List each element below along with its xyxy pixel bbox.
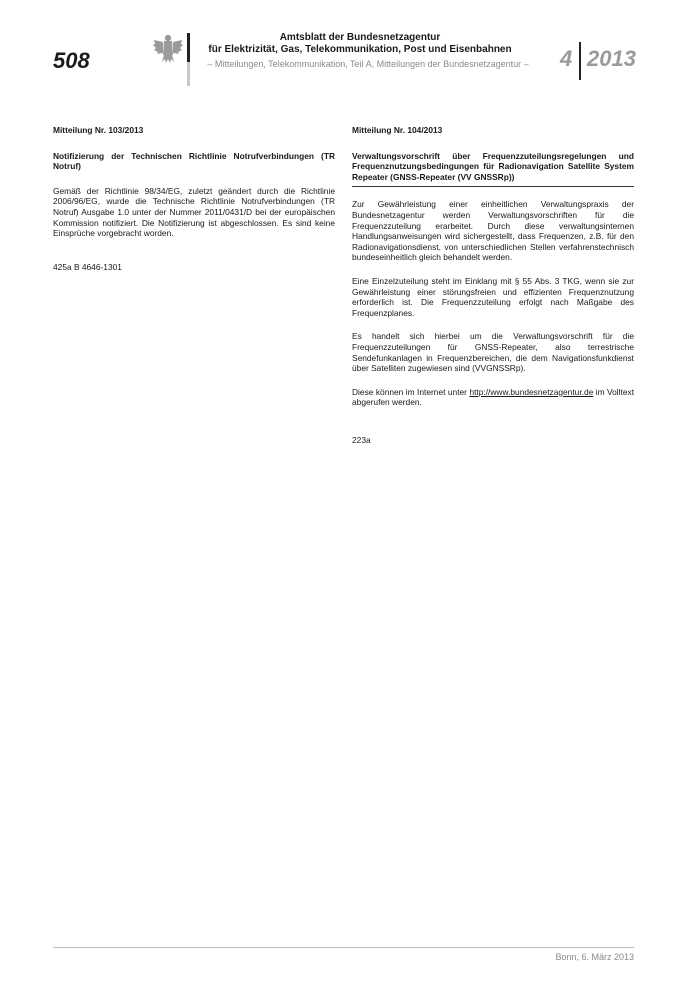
publication-title — [200, 32, 520, 56]
issue-number: 4 — [560, 46, 573, 71]
footer-divider — [53, 947, 634, 948]
bundesnetzagentur-link[interactable]: http://www.bundesnetzagentur.de — [469, 386, 594, 397]
footer-place-date: Bonn, 6. März 2013 — [555, 952, 634, 962]
notice-title: Verwaltungsvorschrift über Frequenzzuteilungsregelungen und Frequenznutzungsbedingungen für Radionavigation Satellite System Repeater (GNSS-Repeater (VV GNSSRp)) — [352, 150, 634, 182]
notice-title: Notifizierung der Technischen Richtlinie Notrufverbindungen (TR Notruf) — [53, 150, 335, 172]
title-divider — [352, 186, 634, 187]
header-divider-bar-grey — [187, 62, 190, 86]
right-column — [352, 125, 634, 445]
notice-paragraph: Eine Einzelzuteilung steht im Einklang mit § 55 Abs. 3 TKG, wenn sie zur Gewährleistung einer störungsfreien und effizienten Frequenznutzung erforderlich ist. Die Frequenzzuteilung erfolgt nach Maßgabe des Frequenzplanes. — [352, 275, 634, 318]
notice-paragraph: Zur Gewährleistung einer einheitlichen Verwaltungspraxis der Bundesnetzagentur werden Verwaltungsvorschriften für die Frequenzzuteilung erarbeitet. Durch diese verwaltungsinternen Handlungsanweisungen wird sichergestellt, dass Frequenzen, z.B. für den Radionavigationsdienst, von unterschiedlichen Stellen verfahrenstechnisch bundeseinheitlich gleich behandelt werden. — [352, 199, 634, 263]
notice-number: Mitteilung Nr. 103/2013 — [53, 125, 144, 135]
issue-separator — [579, 42, 581, 80]
link-intro: Diese können im Internet unter — [352, 386, 467, 397]
notice-link-paragraph — [352, 387, 634, 408]
notice-paragraph: Es handelt sich hierbei um die Verwaltungsvorschrift für die Frequenzzuteilungen für GNSS-Repeater, also terrestrische Sendefunkanlagen in Frequenzbereichen, die dem Navigationsfunkdienst über Satelliten zugewiesen sind (VVGNSSRp). — [352, 331, 634, 374]
federal-eagle-icon — [152, 32, 184, 66]
notice-reference: 223a — [352, 434, 371, 445]
publication-title-line1: Amtsblatt der Bundesnetzagentur — [279, 32, 441, 43]
publication-title-line2: für Elektrizität, Gas, Telekommunikation, Post und Eisenbahnen — [208, 44, 512, 55]
link-outro: im Volltext abgerufen werden. — [352, 386, 635, 408]
notice-paragraph: Gemäß der Richtlinie 98/34/EG, zuletzt geändert durch die Richtlinie 2006/96/EG, wurde die Technische Richtlinie Notrufverbindungen (TR Notruf) Ausgabe 1.0 unter der Nummer 2011/0431/D bei der europäischen Kommission notifiziert. Die Notifizierung ist abgeschlossen. Es sind keine Einsprüche vorgebracht worden. — [53, 185, 335, 239]
publication-subtitle: – Mitteilungen, Telekommunikation, Teil A, Mitteilungen der Bundesnetzagentur – — [207, 59, 529, 69]
left-column — [53, 125, 335, 272]
issue-year: 2013 — [587, 46, 636, 71]
notice-number: Mitteilung Nr. 104/2013 — [352, 125, 443, 135]
page-number: 508 — [53, 48, 90, 73]
notice-reference: 425a B 4646-1301 — [53, 261, 122, 272]
